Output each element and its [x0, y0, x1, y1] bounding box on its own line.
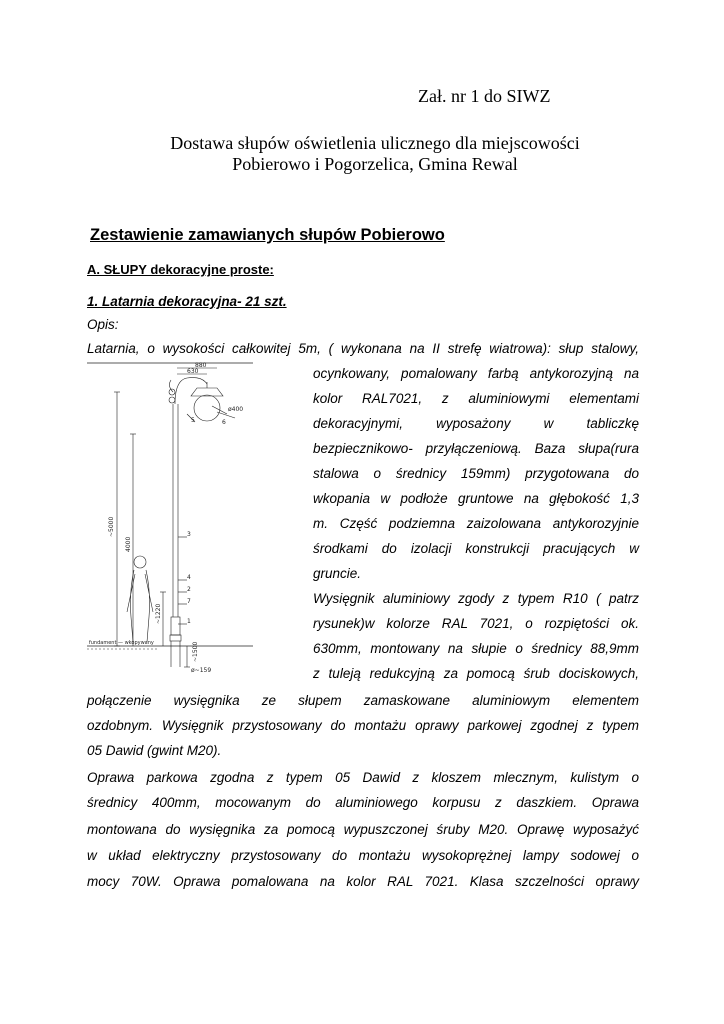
section-heading: Zestawienie zamawianych słupów Pobierowo: [90, 226, 445, 244]
dimension-label: ø400: [228, 406, 244, 413]
body-text-line: stalowa o średnicy 159mm) przygotowana do: [313, 466, 639, 481]
ground-label: fundament — wkopywany: [89, 640, 154, 646]
dimension-label: ~1500: [192, 641, 199, 662]
dimension-label: 880: [195, 362, 207, 369]
body-text-line: kolor RAL7021, z aluminiowymi elementami: [313, 391, 639, 406]
part-number: 5: [191, 417, 195, 424]
attachment-label: Zał. nr 1 do SIWZ: [418, 86, 551, 106]
document-title-line-1: Dostawa słupów oświetlenia ulicznego dla miejscowości: [170, 133, 580, 153]
part-number: 4: [187, 574, 191, 581]
body-text-line: m. Część podziemna zaizolowana antykorozyjnie: [313, 516, 639, 531]
dimension-label: 630: [187, 368, 199, 375]
body-text-line: środkami do izolacji konstrukcji pracujących w: [313, 541, 639, 556]
body-text-line: bezpiecznikowo- przyłączeniową. Baza słupa(rura: [313, 441, 639, 456]
dimension-label: ø~159: [191, 667, 212, 674]
body-text-line: Wysięgnik aluminiowy zgody z typem R10 ( patrz: [313, 591, 639, 606]
lamp-post-drawing: [87, 362, 253, 682]
dimension-label: 4000: [125, 536, 132, 552]
body-text-line: 630mm, montowany na słupie o średnicy 88,9mm: [313, 641, 639, 656]
body-text-line: mocy 70W. Oprawa pomalowana na kolor RAL 7021. Klasa szczelności oprawy: [87, 874, 639, 889]
body-text-line: wkopania w podłoże gruntowe na głębokość 1,3: [313, 491, 639, 506]
body-text-line: Latarnia, o wysokości całkowitej 5m, ( wykonana na II strefę wiatrowa): słup stalowy,: [87, 341, 639, 356]
document-title-line-2: Pobierowo i Pogorzelica, Gmina Rewal: [232, 154, 518, 174]
body-text-line: ocynkowany, pomalowany farbą antykorozyjną na: [313, 366, 639, 381]
dimension-label: ~5000: [108, 516, 115, 537]
item-heading: 1. Latarnia dekoracyjna- 21 szt.: [87, 294, 287, 309]
body-text-line: montowana do wysięgnika za pomocą wypuszczonej śruby M20. Oprawę wyposażyć: [87, 822, 639, 837]
subsection-heading: A. SŁUPY dekoracyjne proste:: [87, 262, 274, 277]
body-text-line: z tuleją redukcyjną za pomocą śrub dociskowych,: [313, 666, 639, 681]
dimension-label: ~1220: [155, 603, 162, 624]
body-text-line: Oprawa parkowa zgodna z typem 05 Dawid z kloszem mlecznym, kulistym o: [87, 770, 639, 785]
part-number: 1: [187, 618, 191, 625]
body-text-line: dekoracyjnymi, wyposażony w tabliczkę: [313, 416, 639, 431]
part-number: 3: [187, 531, 191, 538]
part-number: 2: [187, 586, 191, 593]
description-label: Opis:: [87, 317, 119, 332]
part-number: 7: [187, 598, 191, 605]
body-text-line: połączenie wysięgnika ze słupem zamaskowane aluminiowym elementem: [87, 693, 639, 708]
body-text-line: w układ elektryczny przystosowany do montażu wysokoprężnej lampy sodowej o: [87, 848, 639, 863]
body-text-line: ozdobnym. Wysięgnik przystosowany do montażu oprawy parkowej zgodnej z typem: [87, 718, 639, 733]
part-number: 6: [222, 419, 226, 426]
body-text-line: 05 Dawid (gwint M20).: [87, 743, 222, 758]
body-text-line: rysunek)w kolorze RAL 7021, o rozpiętości ok.: [313, 616, 639, 631]
body-text-line: średnicy 400mm, mocowanym do aluminiowego korpusu z daszkiem. Oprawa: [87, 795, 639, 810]
body-text-line: gruncie.: [313, 566, 362, 581]
